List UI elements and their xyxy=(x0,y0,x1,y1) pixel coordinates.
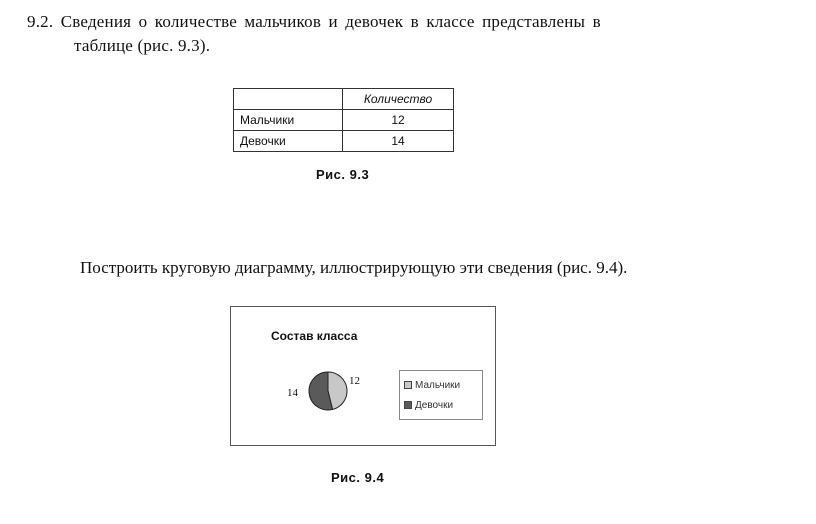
legend-label-girls: Девочки xyxy=(415,399,454,411)
data-table xyxy=(233,88,454,152)
chart-title: Состав класса xyxy=(271,329,358,343)
problem-line-1 xyxy=(27,10,667,34)
figure-caption-9-4: Рис. 9.4 xyxy=(331,470,385,485)
table-row xyxy=(234,110,454,131)
table-corner-cell xyxy=(234,89,343,110)
task-text: Построить круговую диаграмму, иллюстрирующую эти сведения (рис. 9.4). xyxy=(80,258,628,277)
data-label-boys: 12 xyxy=(349,375,360,387)
row-label-girls: Девочки xyxy=(234,131,343,152)
figure-caption-9-3: Рис. 9.3 xyxy=(316,167,370,182)
legend-label-boys: Мальчики xyxy=(415,379,461,391)
legend-item-girls xyxy=(404,395,478,415)
table-header-row xyxy=(234,89,454,110)
table-row xyxy=(234,131,454,152)
legend-swatch-boys xyxy=(404,381,412,389)
row-label-boys: Мальчики xyxy=(234,110,343,131)
chart-legend xyxy=(399,370,483,420)
row-value-girls: 14 xyxy=(343,131,454,152)
legend-swatch-girls xyxy=(404,401,412,409)
pie-chart-frame xyxy=(230,306,496,446)
legend-item-boys xyxy=(404,375,478,395)
row-value-boys: 12 xyxy=(343,110,454,131)
problem-line-2: таблице (рис. 9.3). xyxy=(74,36,211,55)
table-header-count: Количество xyxy=(343,89,454,110)
problem-text-1: Сведения о количестве мальчиков и девочек в классе представлены в xyxy=(60,12,601,31)
problem-statement xyxy=(27,10,667,58)
data-label-girls: 14 xyxy=(287,387,298,399)
problem-number: 9.2. xyxy=(27,12,54,31)
